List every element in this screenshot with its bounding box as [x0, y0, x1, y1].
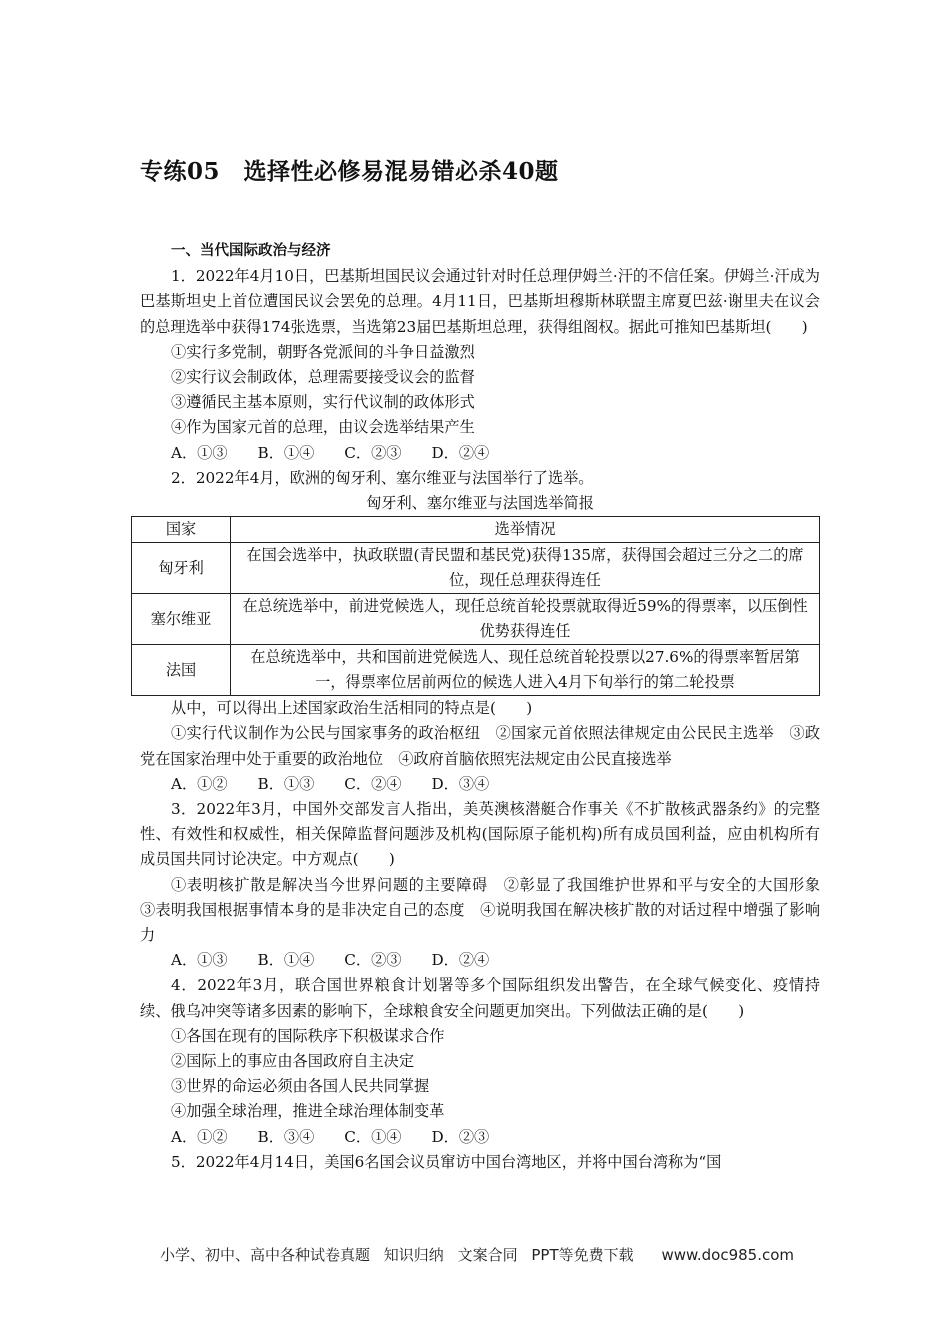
answer-choice: C．②③ [344, 951, 402, 970]
answer-choice: C．①④ [344, 1127, 402, 1146]
question-3-answers [140, 948, 820, 973]
answer-choice: D．②④ [431, 443, 490, 462]
question-1-option: ②实行议会制政体，总理需要接受议会的监督 [171, 368, 475, 387]
table-header-cell: 国家 [132, 517, 231, 543]
table-row [132, 594, 820, 645]
question-1-option: ④作为国家元首的总理，由议会选举结果产生 [171, 418, 475, 437]
question-4-stem: 4．2022年3月，联合国世界粮食计划署等多个国际组织发出警告，在全球气候变化、疫情持续、俄乌冲突等诸多因素的影响下，全球粮食安全问题更加突出。下列做法正确的是( ) [140, 976, 820, 1020]
answer-choice: B．③④ [257, 1127, 315, 1146]
answer-choice: A．①③ [171, 443, 228, 462]
detail-cell: 在总统选举中，共和国前进党候选人、现任总统首轮投票以27.6%的得票率暂居第一，得票率位居前两位的候选人进入4月下旬举行的第二轮投票 [231, 645, 820, 696]
question-4-option: ①各国在现有的国际秩序下积极谋求合作 [171, 1026, 445, 1045]
question-3-options: ①表明核扩散是解决当今世界问题的主要障碍 ②彰显了我国维护世界和平与安全的大国形象 ③表明我国根据事情本身的是非决定自己的态度 ④说明我国在解决核扩散的对话过程中增强了影响力 [140, 875, 836, 945]
answer-choice: A．①③ [171, 951, 228, 970]
question-3-stem: 3．2022年3月，中国外交部发言人指出，美英澳核潜艇合作事关《不扩散核武器条约》的完整性、有效性和权威性，相关保障监督问题涉及机构(国际原子能机构)所有成员国利益，应由机构所有成员国共同讨论决定。中方观点( ) [140, 800, 820, 869]
footer-site-link[interactable]: www.doc985.com [661, 1246, 795, 1264]
answer-choice: A．①② [171, 774, 228, 793]
question-2-answers [140, 772, 820, 797]
answer-choice: B．①④ [257, 443, 315, 462]
question-1-option: ①实行多党制，朝野各党派间的斗争日益激烈 [171, 342, 475, 361]
country-cell: 匈牙利 [132, 543, 231, 594]
footer-text: 知识归纳 [383, 1246, 444, 1264]
question-1-answers [140, 441, 820, 466]
answer-choice: B．①④ [257, 951, 315, 970]
table-header-cell: 选举情况 [231, 517, 820, 543]
table-header-row [132, 517, 820, 543]
question-4-option: ④加强全球治理，推进全球治理体制变革 [171, 1102, 445, 1121]
question-4-answers [140, 1125, 820, 1150]
question-1-option: ③遵循民主基本原则，实行代议制的政体形式 [171, 393, 475, 412]
document-body [140, 239, 836, 1175]
election-table [131, 516, 820, 696]
question-2-stem: 2．2022年4月，欧洲的匈牙利、塞尔维亚与法国举行了选举。 [171, 468, 594, 487]
question-2-options: ①实行代议制作为公民与国家事务的政治枢纽 ②国家元首依照法律规定由公民民主选举 ③政党在国家治理中处于重要的政治地位 ④政府首脑依照宪法规定由公民直接选举 [140, 724, 820, 768]
question-1-stem: 1．2022年4月10日，巴基斯坦国民议会通过针对时任总理伊姆兰·汗的不信任案。伊姆兰·汗成为巴基斯坦史上首位遭国民议会罢免的总理。4月11日，巴基斯坦穆斯林联盟主席夏巴兹·谢里夫在议会的总理选举中获得174张选票，当选第23届巴基斯坦总理，获得组阁权。据此可推知巴基斯坦( ) [140, 267, 820, 336]
answer-choice: C．②④ [344, 774, 402, 793]
section-heading: 一、当代国际政治与经济 [171, 243, 331, 259]
country-cell: 塞尔维亚 [132, 594, 231, 645]
question-2-prompt: 从中，可以得出上述国家政治生活相同的特点是( ) [171, 699, 533, 718]
page-title: 专练05 选择性必修易混易错必杀40题 [140, 158, 559, 185]
question-5-stem: 5．2022年4月14日，美国6名国会议员窜访中国台湾地区，并将中国台湾称为“国 [171, 1152, 722, 1171]
answer-choice: D．②③ [431, 1127, 490, 1146]
footer-text: PPT等免费下载 [531, 1246, 634, 1264]
answer-choice: B．①③ [257, 774, 315, 793]
answer-choice: A．①② [171, 1127, 228, 1146]
answer-choice: D．②④ [431, 951, 490, 970]
question-4-option: ③世界的命运必须由各国人民共同掌握 [171, 1077, 430, 1096]
table-row [132, 645, 820, 696]
detail-cell: 在国会选举中，执政联盟(青民盟和基民党)获得135席，获得国会超过三分之二的席位，现任总理获得连任 [231, 543, 820, 594]
footer-text: 文案合同 [457, 1246, 518, 1264]
answer-choice: D．③④ [431, 774, 490, 793]
country-cell: 法国 [132, 645, 231, 696]
question-4-option: ②国际上的事应由各国政府自主决定 [171, 1052, 414, 1071]
page-footer [160, 1244, 803, 1265]
table-row [132, 543, 820, 594]
footer-text: 小学、初中、高中各种试卷真题 [160, 1246, 371, 1264]
answer-choice: C．②③ [344, 443, 402, 462]
table-caption: 匈牙利、塞尔维亚与法国选举简报 [366, 494, 594, 513]
detail-cell: 在总统选举中，前进党候选人，现任总统首轮投票就取得近59%的得票率，以压倒性优势获得连任 [231, 594, 820, 645]
